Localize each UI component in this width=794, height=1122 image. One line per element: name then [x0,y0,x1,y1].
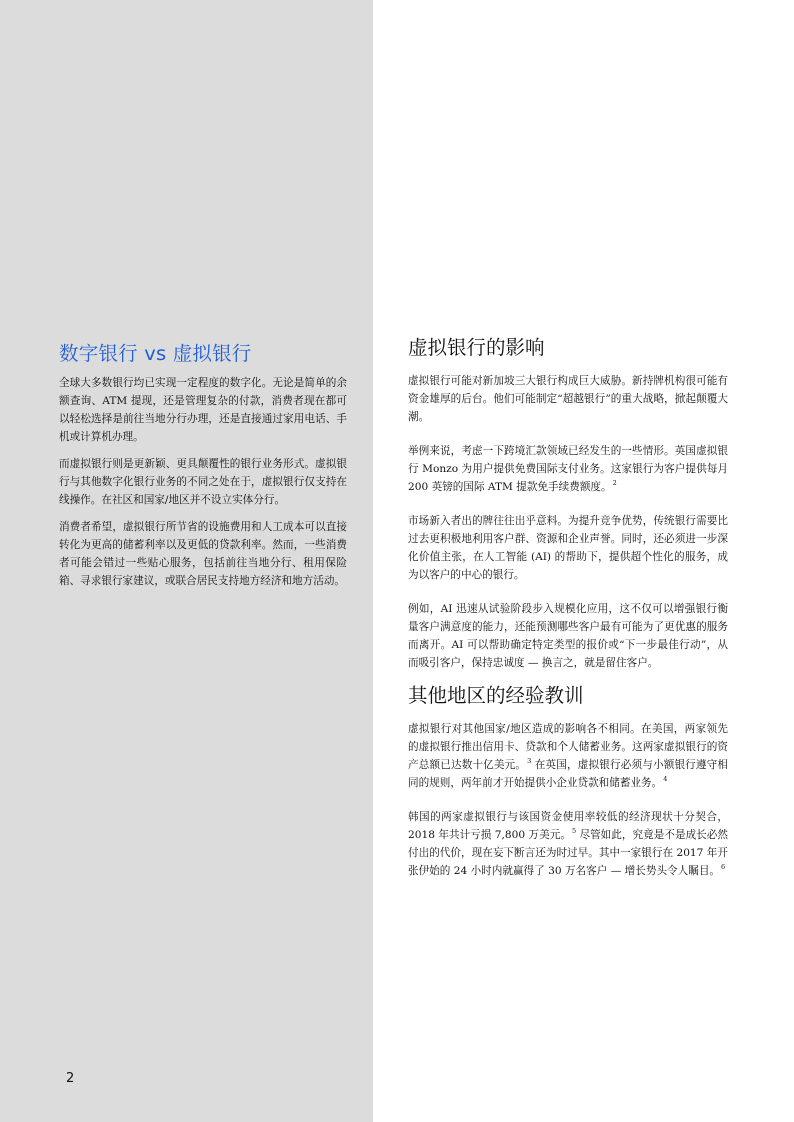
footnote-ref: 6 [721,863,726,871]
lessons-paragraph-2 [408,808,728,880]
left-paragraph-2: 而虚拟银行则是更新颖、更具颠覆性的银行业务形式。虚拟银行与其他数字化银行业务的不同之处在于，虚拟银行仅支持在线操作。在社区和国家/地区并不设立实体分行。 [59,458,347,506]
section-title-impact: 虚拟银行的影响 [408,336,545,359]
section-title-lessons: 其他地区的经验教训 [408,684,584,707]
impact-paragraph-2-text: 举例来说，考虑一下跨境汇款领域已经发生的一些情形。英国虚拟银行 Monzo 为用户提供免费国际支付业务。这家银行为客户提供每月 200 英镑的国际 ATM 提款免手续费额度。 [408,445,728,493]
left-paragraph-1: 全球大多数银行均已实现一定程度的数字化。无论是简单的余额查询、ATM 提现，还是管理复杂的付款，消费者现在都可以轻松选择是前往当地分行办理，还是直接通过家用电话、手机或计算机办理。 [59,377,347,443]
lessons-paragraph-1 [408,720,728,792]
left-paragraph-3: 消费者希望，虚拟银行所节省的设施费用和人工成本可以直接转化为更高的储蓄利率以及更低的贷款利率。然而，一些消费者可能会错过一些贴心服务，包括前往当地分行、租用保险箱、寻求银行家建议，或联合居民支持地方经济和地方活动。 [59,521,347,587]
footnote-ref: 3 [527,757,532,765]
lessons-paragraph-1-part-a: 虚拟银行对其他国家/地区造成的影响各不相同。在美国，两家领先的虚拟银行推出信用卡、贷款和个人储蓄业务。这两家虚拟银行的资产总额已达数十亿美元。 [408,723,728,771]
footnote-ref: 2 [612,479,617,487]
impact-paragraph-2 [408,442,728,496]
left-column [59,340,347,599]
lessons-paragraph-2-part-a: 韩国的两家虚拟银行与该国资金使用率较低的经济现状十分契合，2018 年共计亏损 7,800 万美元。 [408,811,728,841]
right-column [408,334,728,896]
lessons-paragraph-2-part-b: 尽管如此，究竟是不是成长必然付出的代价，现在妄下断言还为时过早。其中一家银行在 2017 年开张伊始的 24 小时内就赢得了 30 万名客户 — 增长势头令人瞩目。 [408,829,728,877]
lessons-paragraph-1-part-b: 在英国，虚拟银行必须与小额银行遵守相同的规则，两年前才开始提供小企业贷款和储蓄业务。 [408,759,728,789]
impact-paragraph-1: 虚拟银行可能对新加坡三大银行构成巨大威胁。新持牌机构很可能有资金雄厚的后台。他们可能制定“超越银行”的重大战略，掀起颠覆大潮。 [408,375,728,423]
impact-paragraph-3: 市场新入者出的牌往往出乎意料。为提升竞争优势，传统银行需要比过去更积极地利用客户群、资源和企业声誉。同时，还必须进一步深化价值主张，在人工智能 (AI) 的帮助下，提供超个性化的服务，成为以客户的中心的银行。 [408,515,728,581]
footnote-ref: 5 [571,827,577,835]
footnote-ref: 4 [663,775,668,783]
page-number: 2 [66,1071,75,1086]
impact-paragraph-4: 例如，AI 迅速从试验阶段步入规模化应用，这不仅可以增强银行衡量客户满意度的能力，还能预测哪些客户最有可能为了更优惠的服务而离开。AI 可以帮助确定特定类型的报价或“下一步最佳行动”，从而吸引客户，保持忠诚度 — 换言之，就是留住客户。 [408,603,728,669]
left-section-title: 数字银行 vs 虚拟银行 [59,342,252,365]
